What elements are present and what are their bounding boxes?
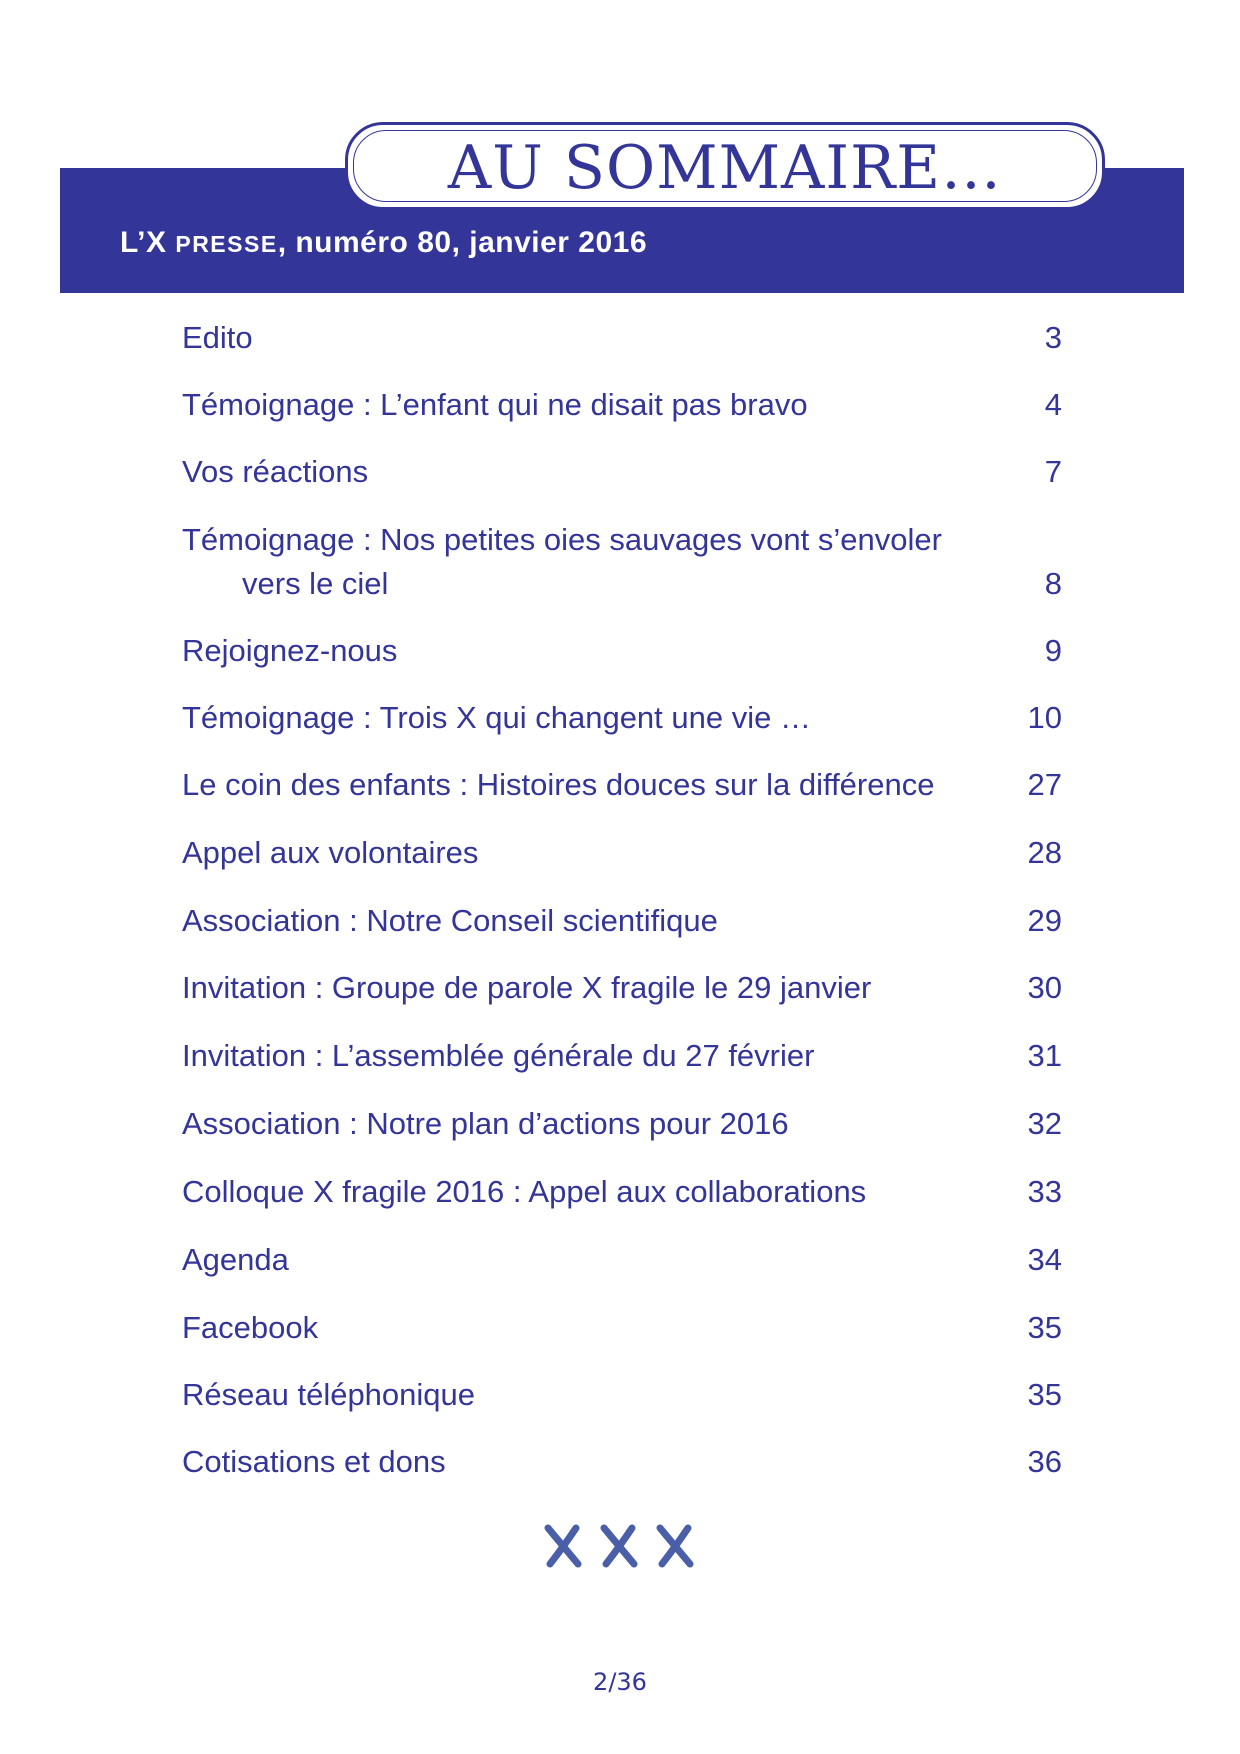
triple-x-ornament-icon <box>540 1520 700 1572</box>
toc-entry[interactable] <box>182 763 1062 807</box>
toc-entry-label: Appel aux volontaires <box>182 835 479 870</box>
toc-entry-label: Edito <box>182 320 253 355</box>
toc-entry[interactable] <box>182 1170 1062 1214</box>
issue-line <box>120 226 647 260</box>
toc-entry-page: 10 <box>1027 700 1062 735</box>
toc-entry-page: 36 <box>1027 1444 1062 1479</box>
toc-entry-label: Témoignage : Nos petites oies sauvages vont s’envoler <box>182 522 942 557</box>
toc-entry-page: 35 <box>1027 1377 1062 1412</box>
toc-entry-page: 28 <box>1027 835 1062 870</box>
toc-entry-label: Le coin des enfants : Histoires douces sur la différence <box>182 767 935 802</box>
toc-entry-label: Cotisations et dons <box>182 1444 446 1479</box>
toc-entry-page: 3 <box>1044 320 1062 355</box>
toc-entry-label: Vos réactions <box>182 454 369 489</box>
page-number: 2/36 <box>593 1668 647 1696</box>
toc-entry-page: 32 <box>1027 1106 1062 1141</box>
toc-entry-label: Témoignage : Trois X qui changent une vie … <box>182 700 811 735</box>
toc-entry-page: 4 <box>1044 387 1062 422</box>
table-of-contents <box>182 316 1062 1484</box>
toc-entry[interactable] <box>182 1102 1062 1146</box>
toc-entry-label: Réseau téléphonique <box>182 1377 476 1412</box>
toc-entry-label: Association : Notre plan d’actions pour 2016 <box>182 1106 789 1141</box>
toc-entry-page: 9 <box>1044 633 1062 668</box>
toc-entry-page: 8 <box>1044 566 1062 601</box>
toc-entry-page: 31 <box>1027 1038 1062 1073</box>
toc-entry-page: 7 <box>1044 454 1062 489</box>
toc-entry[interactable] <box>182 831 1062 875</box>
toc-entry-label: Facebook <box>182 1310 319 1345</box>
toc-entry[interactable] <box>182 696 1062 740</box>
toc-entry[interactable] <box>182 383 1062 427</box>
issue-prefix: L’X <box>120 226 176 259</box>
toc-entry-label: Colloque X fragile 2016 : Appel aux collaborations <box>182 1174 867 1209</box>
toc-entry[interactable] <box>182 966 1062 1010</box>
toc-entry-page: 27 <box>1027 767 1062 802</box>
toc-entry[interactable] <box>182 629 1062 673</box>
toc-entry-page: 30 <box>1027 970 1062 1005</box>
toc-entry-label: Témoignage : L’enfant qui ne disait pas bravo <box>182 387 808 422</box>
toc-entry[interactable] <box>182 1306 1062 1350</box>
toc-entry-page: 33 <box>1027 1174 1062 1209</box>
toc-entry-continuation: vers le ciel <box>242 566 389 601</box>
toc-entry-label: Agenda <box>182 1242 289 1277</box>
toc-entry[interactable] <box>182 1440 1062 1484</box>
issue-brand: PRESSE <box>175 231 278 257</box>
toc-entry-label: Rejoignez-nous <box>182 633 398 668</box>
toc-entry-label: Association : Notre Conseil scientifique <box>182 903 718 938</box>
issue-suffix: , numéro 80, janvier 2016 <box>277 226 648 259</box>
toc-entry-page: 34 <box>1027 1242 1062 1277</box>
toc-entry-label: Invitation : Groupe de parole X fragile le 29 janvier <box>182 970 872 1005</box>
toc-entry-label: Invitation : L’assemblée générale du 27 février <box>182 1038 815 1073</box>
toc-entry[interactable] <box>182 316 1062 360</box>
page-title: AU SOMMAIRE… <box>447 133 1003 203</box>
toc-entry[interactable] <box>182 450 1062 494</box>
toc-entry[interactable] <box>182 1034 1062 1078</box>
toc-entry-page: 29 <box>1027 903 1062 938</box>
toc-entry-page: 35 <box>1027 1310 1062 1345</box>
toc-entry[interactable] <box>182 1238 1062 1282</box>
toc-entry[interactable] <box>182 1373 1062 1417</box>
toc-entry[interactable] <box>182 899 1062 943</box>
toc-entry[interactable] <box>182 518 1062 606</box>
